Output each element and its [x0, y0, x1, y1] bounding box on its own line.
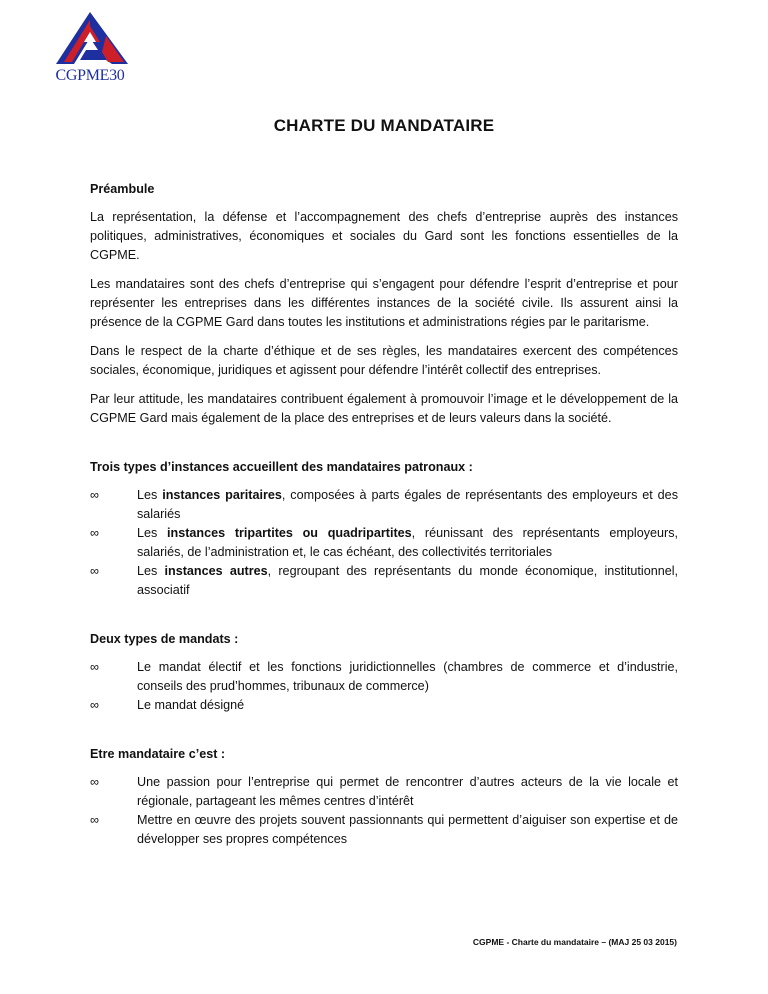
list-item: ∞ Le mandat électif et les fonctions juridictionnelles (chambres de commerce et d’industrie, conseils des prud’hommes, tribunaux de commerce)	[90, 660, 678, 693]
infinity-bullet-icon: ∞	[90, 813, 99, 827]
cgpme30-logo	[50, 10, 130, 92]
mandats-heading: Deux types de mandats :	[90, 632, 239, 646]
infinity-bullet-icon: ∞	[90, 564, 99, 578]
infinity-bullet-icon: ∞	[90, 488, 99, 502]
logo-text: CGPME30	[55, 67, 125, 84]
list-item: ∞ Mettre en œuvre des projets souvent passionnants qui permettent d’aiguiser son expertise et de développer ses propres compétences	[90, 813, 678, 846]
document-body	[90, 180, 678, 859]
etre-heading: Etre mandataire c’est :	[90, 747, 226, 761]
preambule-paragraph: Les mandataires sont des chefs d’entreprise qui s’engagent pour défendre l’esprit d’entreprise et pour représenter les entreprises dans les différentes instances de la société civile. Ils assurent ainsi la présence de la CGPME Gard dans toutes les institutions et administrations régies par le paritarisme.	[90, 277, 678, 329]
preambule-paragraph: La représentation, la défense et l’accompagnement des chefs d’entreprise auprès des instances politiques, administratives, économiques et sociales du Gard sont les fonctions essentielles de la CGPME.	[90, 210, 678, 262]
instances-list	[90, 486, 678, 600]
list-item: ∞ Les instances autres, regroupant des représentants du monde économique, institutionnel, associatif	[90, 564, 679, 597]
logo-emblem-icon	[50, 10, 130, 70]
bold-term: instances tripartites ou quadripartites	[167, 526, 412, 540]
infinity-bullet-icon: ∞	[90, 698, 99, 712]
preambule-paragraph: Par leur attitude, les mandataires contribuent également à promouvoir l’image et le développement de la CGPME Gard mais également de la place des entreprises et de leurs valeurs dans la société.	[90, 392, 678, 425]
infinity-bullet-icon: ∞	[90, 660, 99, 674]
list-item: ∞ Les instances paritaires, composées à parts égales de représentants des employeurs et des salariés	[90, 488, 678, 521]
mandats-list	[90, 658, 678, 715]
list-item: ∞ Une passion pour l’entreprise qui permet de rencontrer d’autres acteurs de la vie locale et régionale, partageant les mêmes centres d’intérêt	[90, 775, 678, 808]
list-item: ∞ Le mandat désigné	[90, 696, 678, 715]
bold-term: instances paritaires	[162, 488, 282, 502]
preambule-paragraph: Dans le respect de la charte d’éthique et de ses règles, les mandataires exercent des compétences sociales, économique, juridiques et agissent pour défendre l’intérêt collectif des entreprises.	[90, 344, 678, 377]
bold-term: instances autres	[164, 564, 268, 578]
list-item: ∞ Les instances tripartites ou quadripartites, réunissant des représentants employeurs, salariés, de l’administration et, le cas échéant, des collectivités territoriales	[90, 526, 678, 559]
page-title: CHARTE DU MANDATAIRE	[273, 116, 495, 135]
etre-list	[90, 773, 678, 849]
preambule-heading: Préambule	[90, 182, 155, 196]
instances-heading: Trois types d’instances accueillent des mandataires patronaux :	[90, 460, 473, 474]
infinity-bullet-icon: ∞	[90, 775, 99, 789]
page-footer: CGPME - Charte du mandataire – (MAJ 25 03 2015)	[472, 937, 677, 947]
infinity-bullet-icon: ∞	[90, 526, 99, 540]
